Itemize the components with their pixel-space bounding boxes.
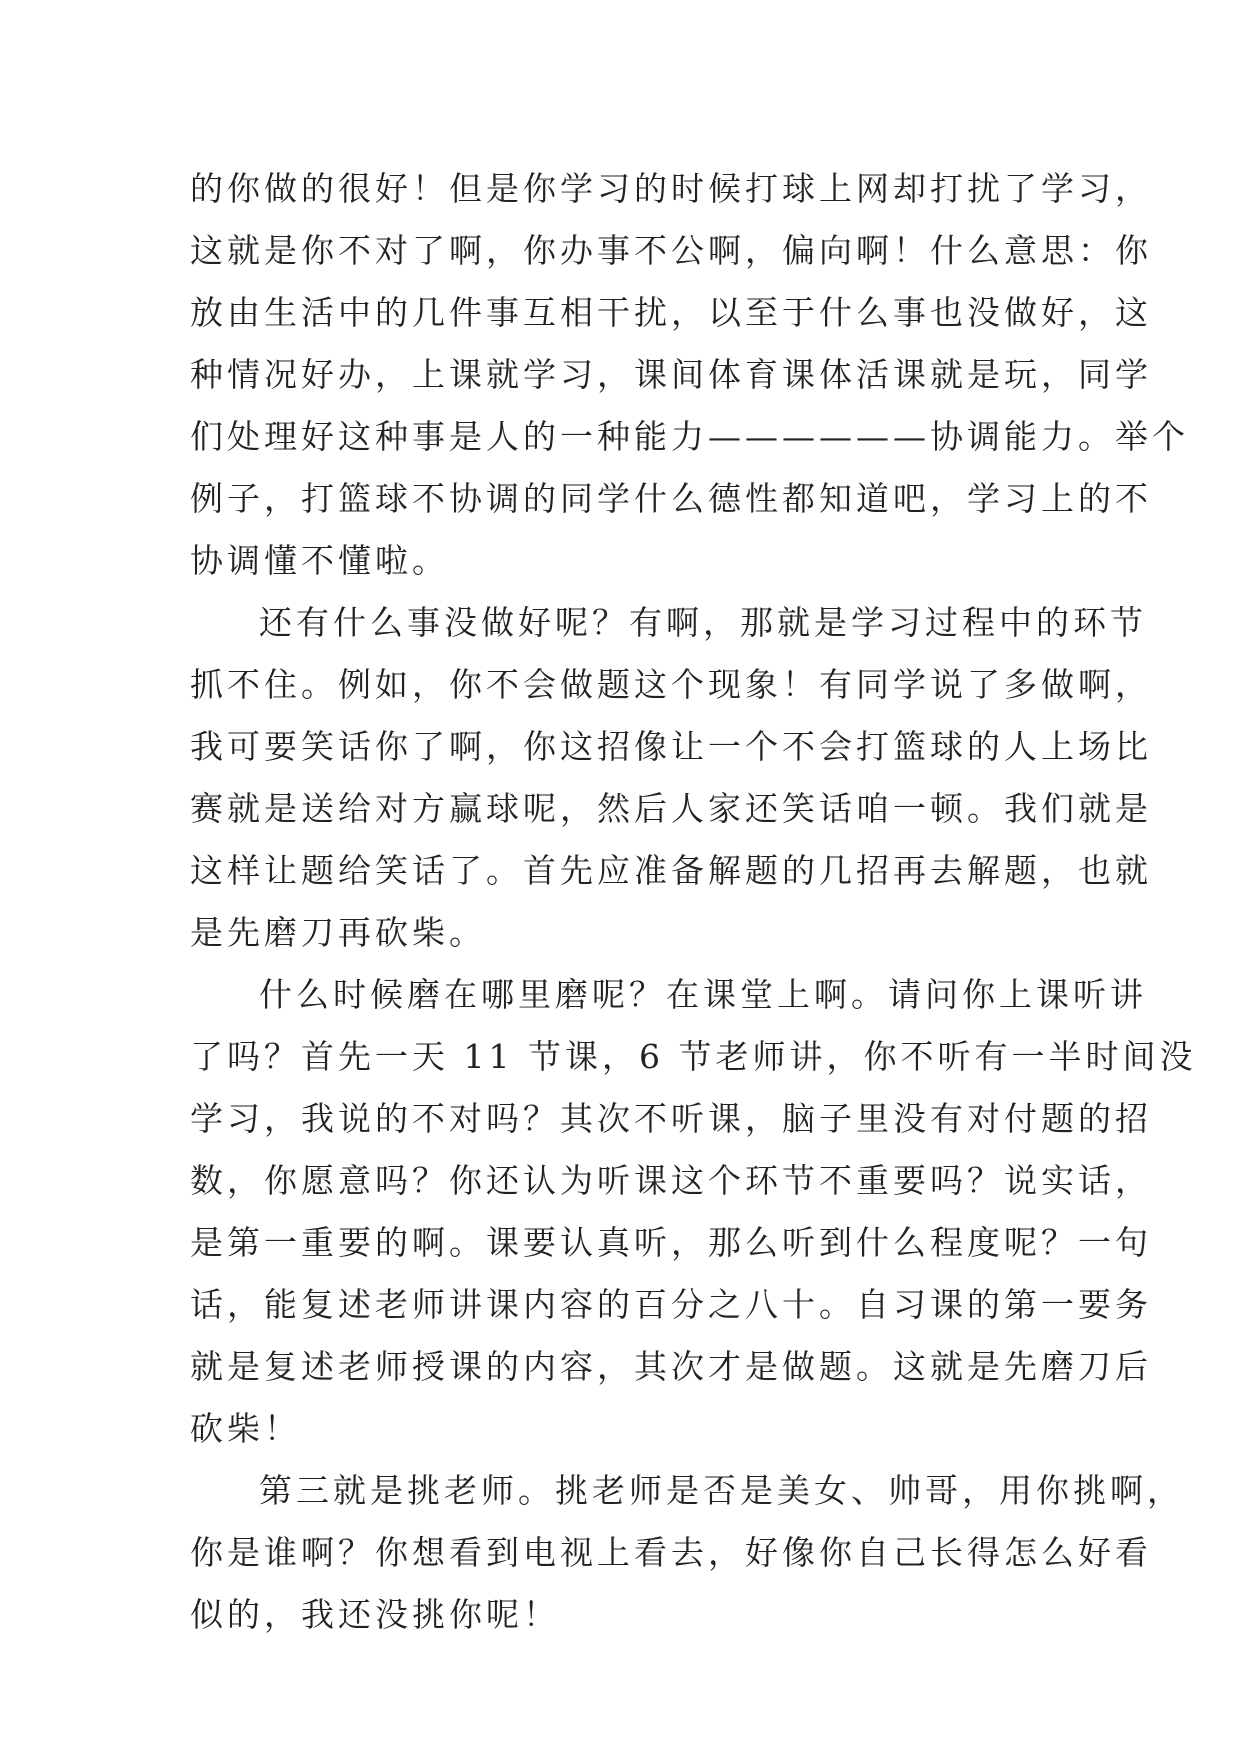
text-line: 砍柴！ bbox=[190, 1409, 301, 1448]
text-line: 种情况好办，上课就学习，课间体育课体活课就是玩，同学 bbox=[190, 355, 1152, 394]
text-line: 我可要笑话你了啊，你这招像让一个不会打篮球的人上场比 bbox=[190, 727, 1152, 766]
text-line: 赛就是送给对方赢球呢，然后人家还笑话咱一顿。我们就是 bbox=[190, 789, 1152, 828]
text-line: 协调懂不懂啦。 bbox=[190, 541, 449, 580]
text-line: 们处理好这种事是人的一种能力——————协调能力。举个 bbox=[190, 417, 1189, 456]
text-line: 抓不住。例如，你不会做题这个现象！有同学说了多做啊， bbox=[190, 665, 1152, 704]
paragraph-first-line: 还有什么事没做好呢？有啊，那就是学习过程中的环节 bbox=[259, 603, 1147, 642]
text-line: 了吗？首先一天 11 节课，6 节老师讲，你不听有一半时间没 bbox=[190, 1037, 1197, 1076]
text-line: 似的，我还没挑你呢！ bbox=[190, 1595, 560, 1634]
text-line: 放由生活中的几件事互相干扰，以至于什么事也没做好，这 bbox=[190, 293, 1152, 332]
paragraph-first-line: 第三就是挑老师。挑老师是否是美女、帅哥，用你挑啊， bbox=[259, 1471, 1184, 1510]
text-line: 数，你愿意吗？你还认为听课这个环节不重要吗？说实话， bbox=[190, 1161, 1152, 1200]
text-line: 是先磨刀再砍柴。 bbox=[190, 913, 486, 952]
text-line: 这就是你不对了啊，你办事不公啊，偏向啊！什么意思：你 bbox=[190, 231, 1152, 270]
text-line: 的你做的很好！但是你学习的时候打球上网却打扰了学习， bbox=[190, 169, 1152, 208]
text-line: 这样让题给笑话了。首先应准备解题的几招再去解题，也就 bbox=[190, 851, 1152, 890]
text-line: 例子，打篮球不协调的同学什么德性都知道吧，学习上的不 bbox=[190, 479, 1152, 518]
text-line: 就是复述老师授课的内容，其次才是做题。这就是先磨刀后 bbox=[190, 1347, 1152, 1386]
paragraph-first-line: 什么时候磨在哪里磨呢？在课堂上啊。请问你上课听讲 bbox=[259, 975, 1147, 1014]
text-line: 话，能复述老师讲课内容的百分之八十。自习课的第一要务 bbox=[190, 1285, 1152, 1324]
text-line: 学习，我说的不对吗？其次不听课，脑子里没有对付题的招 bbox=[190, 1099, 1152, 1138]
text-line: 你是谁啊？你想看到电视上看去，好像你自己长得怎么好看 bbox=[190, 1533, 1152, 1572]
body-text bbox=[190, 158, 1197, 1646]
text-line: 是第一重要的啊。课要认真听，那么听到什么程度呢？一句 bbox=[190, 1223, 1152, 1262]
